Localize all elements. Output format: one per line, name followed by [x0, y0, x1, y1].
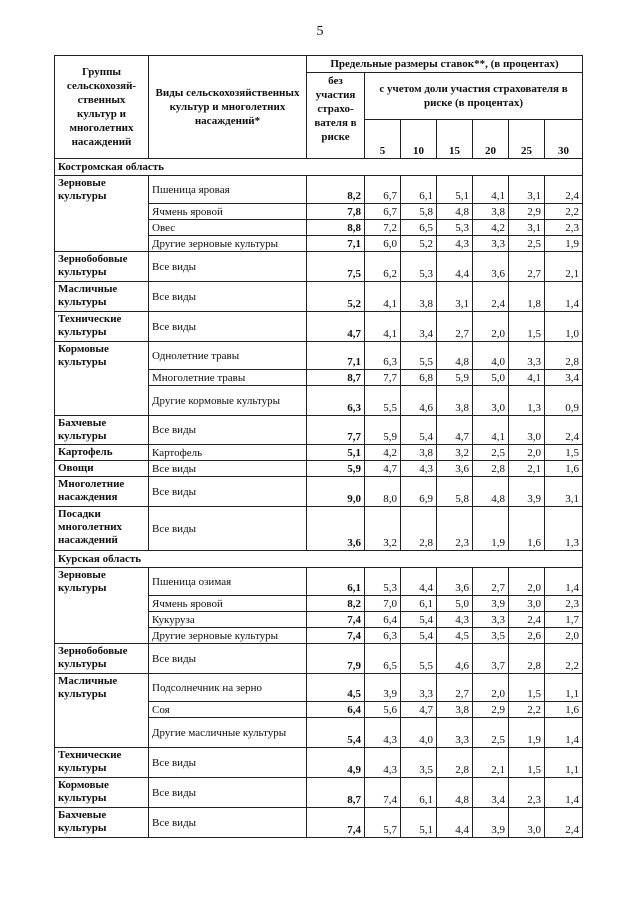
rate-base-cell: 3,6	[307, 507, 365, 551]
rate-base-cell: 7,5	[307, 252, 365, 282]
crop-kind: Все виды	[149, 477, 307, 507]
rate-cell: 3,1	[509, 176, 545, 204]
rate-cell: 3,3	[473, 236, 509, 252]
rate-cell: 4,7	[401, 702, 437, 718]
rate-cell: 1,9	[509, 718, 545, 748]
rate-cell: 4,1	[473, 416, 509, 445]
rate-cell: 1,5	[509, 748, 545, 778]
rate-cell: 5,3	[437, 220, 473, 236]
rate-base-cell: 8,2	[307, 596, 365, 612]
rate-cell: 4,3	[365, 718, 401, 748]
rate-cell: 5,1	[401, 808, 437, 838]
header-kind-column: Виды сельскохозяйственных культур и многолетних насаждений*	[149, 56, 307, 159]
rate-base-cell: 7,4	[307, 612, 365, 628]
rate-cell: 3,3	[401, 674, 437, 702]
rate-cell: 4,2	[473, 220, 509, 236]
rate-cell: 2,8	[509, 644, 545, 674]
rate-cell: 7,2	[365, 220, 401, 236]
rate-cell: 6,5	[365, 644, 401, 674]
rate-cell: 1,3	[545, 507, 583, 551]
region-name: Костромская область	[55, 159, 583, 176]
rate-cell: 7,4	[365, 778, 401, 808]
table-row	[55, 416, 583, 445]
rate-cell: 1,4	[545, 282, 583, 312]
header-percent: 20	[473, 120, 509, 159]
rate-cell: 4,4	[437, 252, 473, 282]
rate-cell: 3,2	[365, 507, 401, 551]
rate-cell: 1,5	[509, 674, 545, 702]
rate-cell: 2,3	[509, 778, 545, 808]
header-with-participation: с учетом доли участия страхователя в риске (в процентах)	[365, 73, 583, 120]
rate-cell: 2,0	[473, 674, 509, 702]
insurance-rates-table	[54, 55, 583, 838]
rate-cell: 1,9	[473, 507, 509, 551]
crop-kind: Пшеница озимая	[149, 568, 307, 596]
rate-cell: 1,6	[545, 702, 583, 718]
rate-cell: 1,6	[545, 461, 583, 477]
rate-cell: 5,0	[437, 596, 473, 612]
rate-cell: 2,8	[545, 342, 583, 370]
rate-cell: 1,5	[509, 312, 545, 342]
crop-group: Технические культуры	[55, 312, 149, 342]
rate-cell: 4,8	[473, 477, 509, 507]
rate-cell: 4,3	[401, 461, 437, 477]
table-row	[55, 507, 583, 551]
rate-cell: 2,4	[545, 416, 583, 445]
rate-cell: 7,0	[365, 596, 401, 612]
crop-kind: Все виды	[149, 644, 307, 674]
crop-group: Зернобобовые культуры	[55, 252, 149, 282]
crop-kind: Другие масличные культуры	[149, 718, 307, 748]
rate-cell: 5,9	[365, 416, 401, 445]
rate-base-cell: 8,8	[307, 220, 365, 236]
rate-cell: 4,6	[401, 386, 437, 416]
rate-cell: 1,1	[545, 674, 583, 702]
rate-cell: 6,9	[401, 477, 437, 507]
header-percent: 5	[365, 120, 401, 159]
rate-cell: 3,9	[365, 674, 401, 702]
crop-kind: Другие кормовые культуры	[149, 386, 307, 416]
rate-cell: 6,1	[401, 596, 437, 612]
table-row	[55, 461, 583, 477]
rate-cell: 2,2	[545, 644, 583, 674]
rate-cell: 6,7	[365, 176, 401, 204]
rate-cell: 2,2	[545, 204, 583, 220]
rate-cell: 2,2	[509, 702, 545, 718]
rate-cell: 4,1	[365, 312, 401, 342]
header-without-participation: без участия страхо-вателя в риске	[307, 73, 365, 159]
table-row	[55, 748, 583, 778]
rate-base-cell: 5,4	[307, 718, 365, 748]
rate-cell: 2,4	[545, 808, 583, 838]
rate-cell: 6,3	[365, 628, 401, 644]
crop-group: Зернобобовые культуры	[55, 644, 149, 674]
rate-cell: 6,3	[365, 342, 401, 370]
table-row	[55, 477, 583, 507]
rate-cell: 2,4	[473, 282, 509, 312]
rate-cell: 6,1	[401, 778, 437, 808]
rate-base-cell: 9,0	[307, 477, 365, 507]
rate-cell: 8,0	[365, 477, 401, 507]
rate-cell: 1,9	[545, 236, 583, 252]
rate-base-cell: 4,5	[307, 674, 365, 702]
rate-cell: 2,5	[473, 445, 509, 461]
rate-cell: 2,6	[509, 628, 545, 644]
rate-cell: 5,3	[401, 252, 437, 282]
rate-cell: 4,3	[437, 236, 473, 252]
rate-cell: 2,4	[509, 612, 545, 628]
rate-cell: 3,5	[473, 628, 509, 644]
crop-kind: Все виды	[149, 808, 307, 838]
crop-kind: Другие зерновые культуры	[149, 236, 307, 252]
rate-cell: 2,5	[509, 236, 545, 252]
rate-cell: 3,8	[437, 702, 473, 718]
rate-cell: 2,3	[545, 596, 583, 612]
rate-cell: 3,6	[437, 461, 473, 477]
rate-cell: 0,9	[545, 386, 583, 416]
region-name: Курская область	[55, 551, 583, 568]
rate-cell: 2,3	[437, 507, 473, 551]
header-group-column: Группы сельскохозяй-ственных культур и многолетних насаждений	[55, 56, 149, 159]
rate-cell: 4,8	[437, 342, 473, 370]
rate-cell: 1,8	[509, 282, 545, 312]
rate-cell: 5,8	[437, 477, 473, 507]
crop-kind: Все виды	[149, 252, 307, 282]
rate-cell: 1,4	[545, 568, 583, 596]
crop-group: Посадки многолетних насаждений	[55, 507, 149, 551]
rate-cell: 5,4	[401, 612, 437, 628]
rate-cell: 3,3	[473, 612, 509, 628]
rate-base-cell: 8,7	[307, 778, 365, 808]
crop-kind: Картофель	[149, 445, 307, 461]
table-row	[55, 778, 583, 808]
rate-cell: 1,3	[509, 386, 545, 416]
rate-cell: 2,8	[473, 461, 509, 477]
rate-cell: 2,1	[545, 252, 583, 282]
rate-cell: 5,0	[473, 370, 509, 386]
crop-group: Кормовые культуры	[55, 342, 149, 416]
rate-base-cell: 4,7	[307, 312, 365, 342]
rate-cell: 5,4	[401, 416, 437, 445]
rate-cell: 5,5	[365, 386, 401, 416]
crop-kind: Подсолнечник на зерно	[149, 674, 307, 702]
crop-group: Зерновые культуры	[55, 176, 149, 252]
rate-base-cell: 6,1	[307, 568, 365, 596]
table-row	[55, 176, 583, 204]
rate-cell: 4,0	[401, 718, 437, 748]
crop-group: Картофель	[55, 445, 149, 461]
rate-base-cell: 5,9	[307, 461, 365, 477]
rate-cell: 2,3	[545, 220, 583, 236]
rate-cell: 3,9	[509, 477, 545, 507]
rate-cell: 1,7	[545, 612, 583, 628]
crop-kind: Кукуруза	[149, 612, 307, 628]
rate-cell: 6,7	[365, 204, 401, 220]
rate-cell: 3,4	[473, 778, 509, 808]
rate-cell: 2,7	[437, 312, 473, 342]
rate-cell: 4,1	[473, 176, 509, 204]
rate-cell: 3,8	[473, 204, 509, 220]
crop-kind: Пшеница яровая	[149, 176, 307, 204]
rate-cell: 2,1	[473, 748, 509, 778]
rate-cell: 2,0	[545, 628, 583, 644]
crop-group: Овощи	[55, 461, 149, 477]
rate-cell: 3,4	[401, 312, 437, 342]
crop-group: Технические культуры	[55, 748, 149, 778]
rate-cell: 2,1	[509, 461, 545, 477]
table-row	[55, 674, 583, 702]
rate-base-cell: 7,4	[307, 808, 365, 838]
rate-cell: 4,7	[365, 461, 401, 477]
rate-cell: 4,7	[437, 416, 473, 445]
region-row	[55, 551, 583, 568]
rate-cell: 2,7	[509, 252, 545, 282]
rate-cell: 5,4	[401, 628, 437, 644]
crop-group: Многолетние насаждения	[55, 477, 149, 507]
rate-cell: 3,8	[401, 445, 437, 461]
rate-cell: 2,0	[509, 568, 545, 596]
table-row	[55, 808, 583, 838]
rate-cell: 3,5	[401, 748, 437, 778]
rate-cell: 4,2	[365, 445, 401, 461]
rate-cell: 4,8	[437, 204, 473, 220]
rate-cell: 1,1	[545, 748, 583, 778]
rate-cell: 4,3	[437, 612, 473, 628]
table-header	[55, 56, 583, 159]
rate-cell: 3,9	[473, 808, 509, 838]
rate-cell: 6,4	[365, 612, 401, 628]
rate-cell: 3,4	[545, 370, 583, 386]
rate-cell: 6,2	[365, 252, 401, 282]
header-limit-title: Предельные размеры ставок**, (в процентах)	[307, 56, 583, 73]
rate-cell: 5,5	[401, 342, 437, 370]
crop-group: Бахчевые культуры	[55, 416, 149, 445]
table-body	[55, 159, 583, 838]
rate-cell: 1,0	[545, 312, 583, 342]
rate-cell: 3,7	[473, 644, 509, 674]
rate-cell: 1,6	[509, 507, 545, 551]
table-row	[55, 342, 583, 370]
crop-kind: Все виды	[149, 778, 307, 808]
rate-cell: 6,5	[401, 220, 437, 236]
rate-cell: 2,7	[473, 568, 509, 596]
crop-kind: Все виды	[149, 416, 307, 445]
rate-cell: 3,8	[437, 386, 473, 416]
rate-cell: 4,4	[437, 808, 473, 838]
table-row	[55, 312, 583, 342]
rate-cell: 2,7	[437, 674, 473, 702]
crop-kind: Соя	[149, 702, 307, 718]
rate-base-cell: 7,7	[307, 416, 365, 445]
crop-kind: Ячмень яровой	[149, 596, 307, 612]
rate-cell: 3,0	[473, 386, 509, 416]
header-percent: 10	[401, 120, 437, 159]
table-row	[55, 252, 583, 282]
rate-cell: 3,9	[473, 596, 509, 612]
rate-cell: 5,8	[401, 204, 437, 220]
header-percent: 30	[545, 120, 583, 159]
rate-cell: 2,0	[473, 312, 509, 342]
rate-cell: 2,4	[545, 176, 583, 204]
rate-cell: 2,8	[437, 748, 473, 778]
rate-cell: 1,5	[545, 445, 583, 461]
table-row	[55, 282, 583, 312]
rate-cell: 2,8	[401, 507, 437, 551]
crop-group: Бахчевые культуры	[55, 808, 149, 838]
rate-cell: 6,0	[365, 236, 401, 252]
rate-base-cell: 7,8	[307, 204, 365, 220]
rate-cell: 4,8	[437, 778, 473, 808]
rate-cell: 3,6	[473, 252, 509, 282]
rate-cell: 1,4	[545, 718, 583, 748]
rate-cell: 6,8	[401, 370, 437, 386]
crop-kind: Овес	[149, 220, 307, 236]
rate-cell: 5,3	[365, 568, 401, 596]
rate-cell: 3,1	[437, 282, 473, 312]
rate-cell: 4,4	[401, 568, 437, 596]
crop-kind: Все виды	[149, 748, 307, 778]
rate-cell: 4,1	[365, 282, 401, 312]
rate-cell: 3,0	[509, 808, 545, 838]
header-percent: 25	[509, 120, 545, 159]
rate-cell: 2,5	[473, 718, 509, 748]
rate-cell: 3,3	[509, 342, 545, 370]
rate-cell: 2,9	[473, 702, 509, 718]
rate-cell: 4,3	[365, 748, 401, 778]
rate-cell: 3,0	[509, 416, 545, 445]
rate-base-cell: 7,1	[307, 342, 365, 370]
rate-cell: 6,1	[401, 176, 437, 204]
rate-cell: 3,3	[437, 718, 473, 748]
table-row	[55, 644, 583, 674]
crop-kind: Ячмень яровой	[149, 204, 307, 220]
crop-kind: Однолетние травы	[149, 342, 307, 370]
crop-group: Масличные культуры	[55, 674, 149, 748]
rate-cell: 5,7	[365, 808, 401, 838]
table-row	[55, 445, 583, 461]
crop-kind: Все виды	[149, 507, 307, 551]
rate-base-cell: 7,1	[307, 236, 365, 252]
page-number: 5	[316, 24, 324, 39]
rate-cell: 4,1	[509, 370, 545, 386]
crop-group: Кормовые культуры	[55, 778, 149, 808]
rate-cell: 4,0	[473, 342, 509, 370]
crop-group: Зерновые культуры	[55, 568, 149, 644]
crop-kind: Все виды	[149, 282, 307, 312]
rate-cell: 2,9	[509, 204, 545, 220]
rate-base-cell: 6,4	[307, 702, 365, 718]
rate-cell: 2,0	[509, 445, 545, 461]
rate-cell: 7,7	[365, 370, 401, 386]
rate-base-cell: 7,9	[307, 644, 365, 674]
rate-base-cell: 6,3	[307, 386, 365, 416]
rate-base-cell: 7,4	[307, 628, 365, 644]
rate-cell: 3,6	[437, 568, 473, 596]
rate-cell: 5,2	[401, 236, 437, 252]
rate-cell: 4,5	[437, 628, 473, 644]
rate-cell: 5,5	[401, 644, 437, 674]
rate-cell: 4,6	[437, 644, 473, 674]
table-row	[55, 568, 583, 596]
crop-kind: Многолетние травы	[149, 370, 307, 386]
rate-cell: 5,1	[437, 176, 473, 204]
rate-base-cell: 5,1	[307, 445, 365, 461]
crop-kind: Все виды	[149, 312, 307, 342]
crop-group: Масличные культуры	[55, 282, 149, 312]
rate-cell: 3,0	[509, 596, 545, 612]
region-row	[55, 159, 583, 176]
header-percent: 15	[437, 120, 473, 159]
rate-cell: 3,2	[437, 445, 473, 461]
rate-base-cell: 4,9	[307, 748, 365, 778]
rate-cell: 5,9	[437, 370, 473, 386]
rate-base-cell: 5,2	[307, 282, 365, 312]
crop-kind: Все виды	[149, 461, 307, 477]
rate-cell: 3,1	[509, 220, 545, 236]
rate-base-cell: 8,2	[307, 176, 365, 204]
rate-cell: 3,8	[401, 282, 437, 312]
crop-kind: Другие зерновые культуры	[149, 628, 307, 644]
rate-cell: 1,4	[545, 778, 583, 808]
rate-cell: 5,6	[365, 702, 401, 718]
rate-base-cell: 8,7	[307, 370, 365, 386]
rate-cell: 3,1	[545, 477, 583, 507]
